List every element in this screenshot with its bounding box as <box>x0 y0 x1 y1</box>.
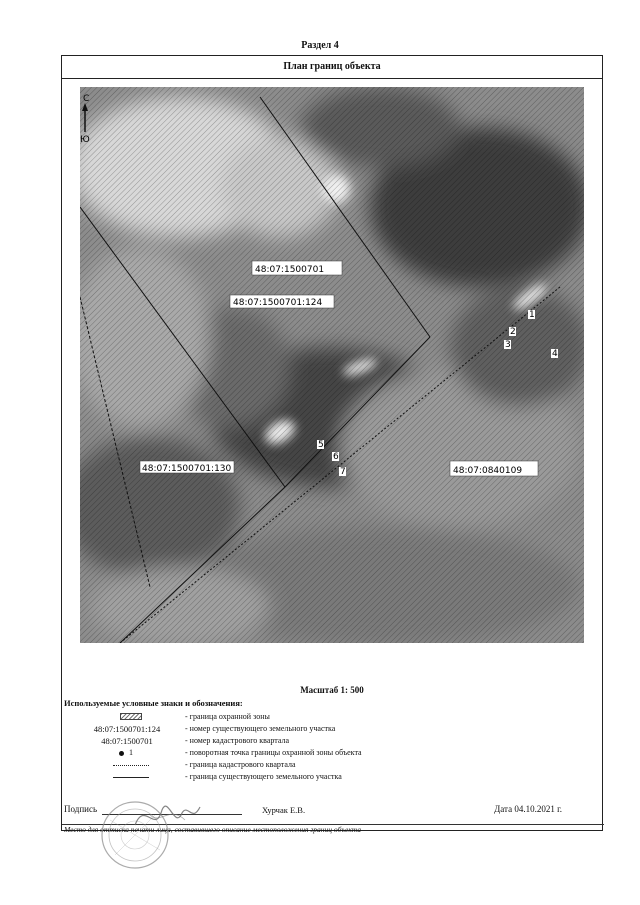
point-3 <box>504 340 511 350</box>
svg-text:1: 1 <box>529 310 535 320</box>
point-1 <box>528 310 535 320</box>
plan-title: План границ объекта <box>62 56 602 79</box>
signature-label: Подпись <box>64 804 98 814</box>
protection-zone-symbol <box>120 713 142 720</box>
svg-text:5: 5 <box>318 440 324 450</box>
point-6 <box>332 452 339 462</box>
plan-frame <box>61 55 603 834</box>
legend-row-quarter-boundary: - граница кадастрового квартала <box>62 759 462 771</box>
svg-text:48:07:1500701: 48:07:1500701 <box>255 265 325 275</box>
map-image <box>80 87 584 643</box>
map-label-plot-124 <box>230 295 334 308</box>
map-label-quarter-other <box>450 461 538 476</box>
legend-row-protection-zone: - граница охранной зоны <box>62 711 462 723</box>
signature-date: Дата 04.10.2021 г. <box>494 804 562 814</box>
svg-text:6: 6 <box>333 452 339 462</box>
section-title: Раздел 4 <box>301 40 339 51</box>
compass-south: Ю <box>80 135 90 145</box>
legend <box>62 711 462 783</box>
legend-row-quarter-number: 48:07:1500701 - номер кадастрового квартала <box>101 736 290 746</box>
svg-text:4: 4 <box>552 349 558 359</box>
plot-boundary-symbol <box>113 777 149 778</box>
svg-text:7: 7 <box>340 467 346 477</box>
stamp-caption: Место для оттиска печати лица, составившего описание местоположения границ объекта <box>62 824 604 834</box>
map-svg <box>80 87 584 643</box>
legend-row-plot-number: 48:07:1500701:124 - номер существующего земельного участка <box>93 724 336 734</box>
map-label-quarter-main <box>252 261 342 275</box>
svg-text:2: 2 <box>510 327 516 337</box>
legend-row-turning-point: 1 - поворотная точка границы охранной зоны объекта <box>62 747 462 759</box>
signer-name: Хурчак Е.В. <box>262 805 306 815</box>
compass-north: С <box>83 94 90 104</box>
point-5 <box>317 440 324 450</box>
signature-scribble <box>130 795 210 840</box>
quarter-boundary-symbol <box>113 765 149 766</box>
point-7 <box>339 467 346 477</box>
point-2 <box>509 327 516 337</box>
turning-point-symbol: 1 <box>119 748 133 758</box>
map-label-plot-130 <box>140 461 234 474</box>
map-scale: Масштаб 1: 500 <box>300 685 364 695</box>
legend-row-plot-boundary: - граница существующего земельного участка <box>62 771 462 783</box>
legend-title: Используемые условные знаки и обозначения: <box>64 698 243 708</box>
svg-text:48:07:0840109: 48:07:0840109 <box>453 466 523 476</box>
point-4 <box>551 349 558 359</box>
svg-text:48:07:1500701:130: 48:07:1500701:130 <box>142 464 232 474</box>
svg-text:3: 3 <box>505 340 511 350</box>
svg-text:48:07:1500701:124: 48:07:1500701:124 <box>233 298 323 308</box>
